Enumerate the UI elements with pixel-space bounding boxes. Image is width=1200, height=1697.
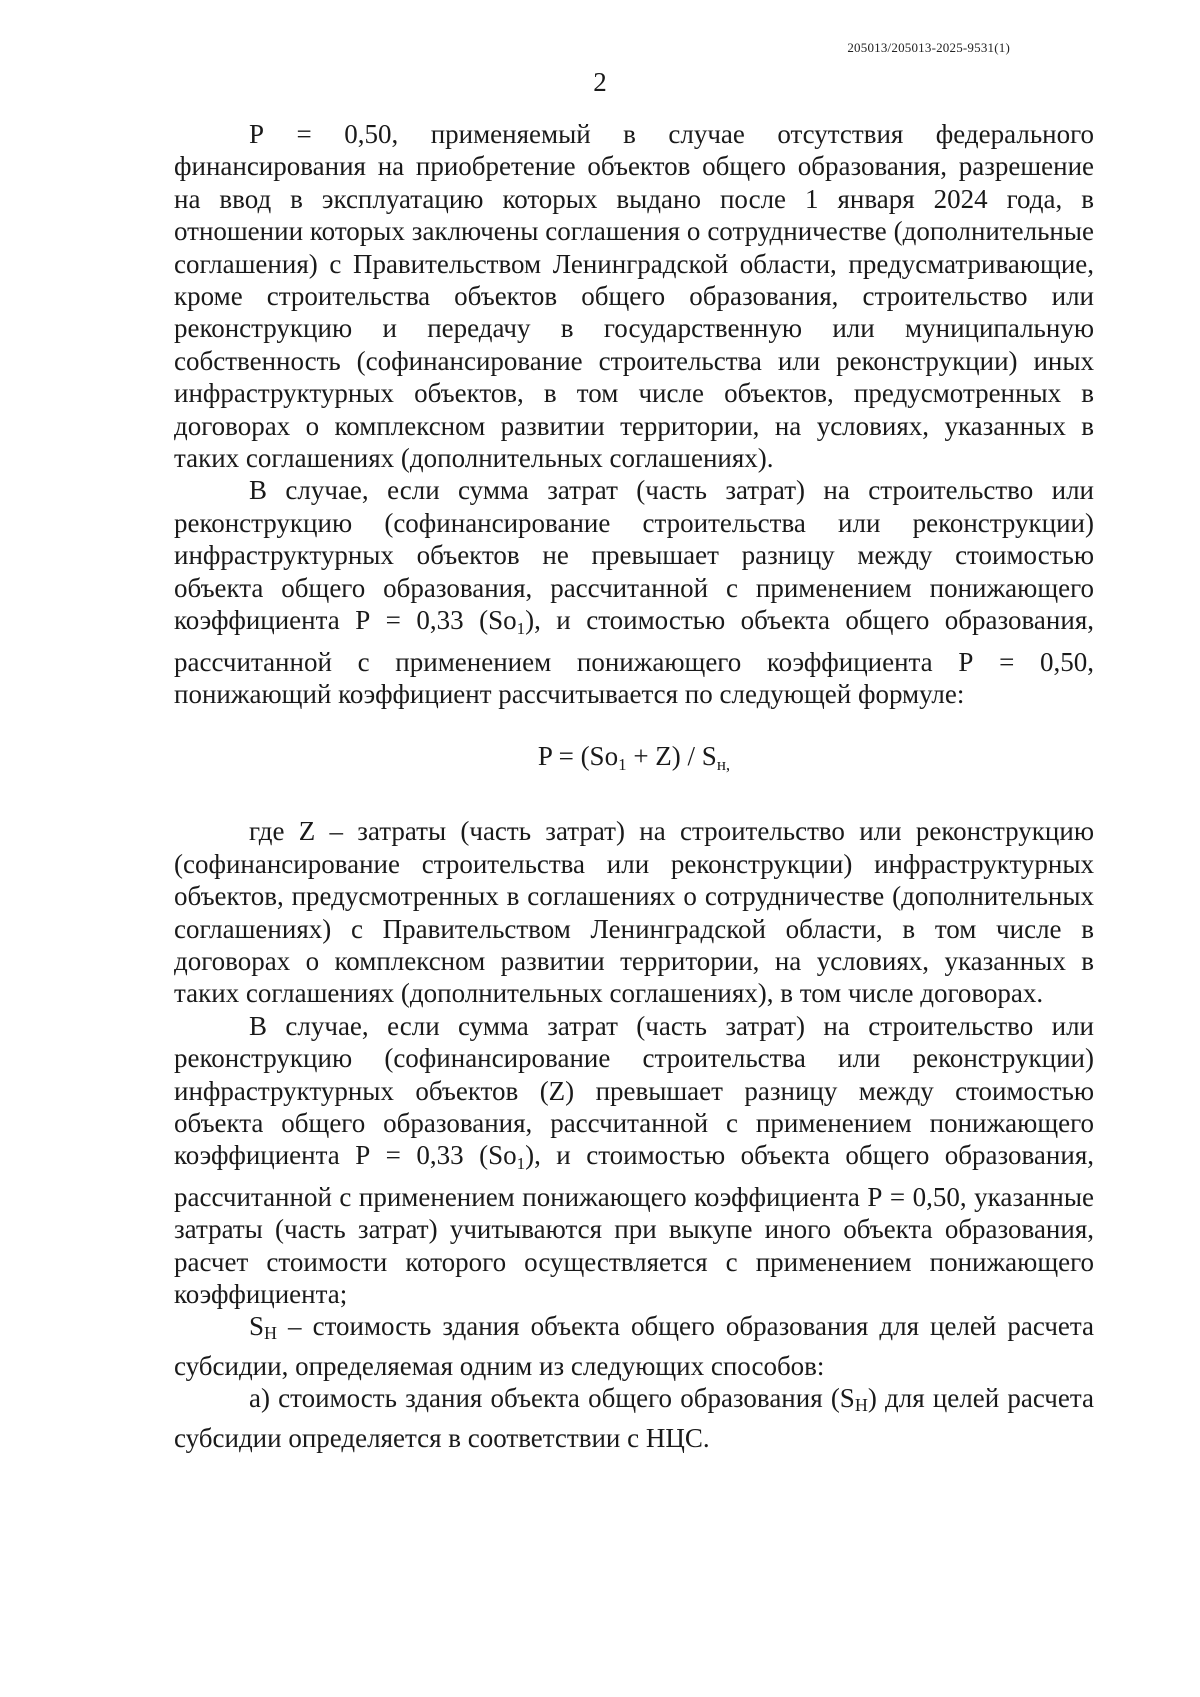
text-fragment: а) стоимость здания объекта общего образования (S bbox=[249, 1383, 855, 1414]
paragraph-costs-exceed bbox=[174, 1010, 1094, 1311]
text-fragment: ), и стоимостью объекта общего образования, рассчитанной с применением понижающего коэффициента Р = 0,50, указанные затраты (часть затрат) учитываются при выкупе иного объекта образования, расчет стоимости которого осуществляется с применением понижающего коэффициента; bbox=[174, 1140, 1094, 1309]
formula-subscript: 1 bbox=[618, 755, 627, 775]
paragraph-sh-definition bbox=[174, 1310, 1094, 1382]
subscript: 1 bbox=[516, 619, 526, 639]
formula-part: P = (So bbox=[537, 741, 619, 772]
subscript: Н bbox=[264, 1323, 278, 1344]
text-fragment: В случае, если сумма затрат (часть затрат) на строительство или реконструкцию (софинансирование строительства или реконструкции) инфраструктурных объектов (Z) превышает разницу между стоимостью объекта общего образования, рассчитанной с применением понижающего коэффициента Р = 0,33 (So bbox=[174, 1010, 1094, 1171]
text-fragment: В случае, если сумма затрат (часть затрат) на строительство или реконструкцию (софинансирование строительства или реконструкции) инфраструктурных объектов не превышает разницу между стоимостью объекта общего образования, рассчитанной с применением понижающего коэффициента Р = 0,33 (So bbox=[174, 475, 1094, 636]
subscript: 1 bbox=[516, 1154, 526, 1174]
document-id: 205013/205013-2025-9531(1) bbox=[847, 40, 1010, 55]
formula bbox=[174, 740, 1094, 781]
page-number: 2 bbox=[593, 67, 607, 97]
symbol: S bbox=[249, 1311, 265, 1342]
formula-part: + Z) / S bbox=[626, 741, 717, 772]
text-fragment: ), и стоимостью объекта общего образования, рассчитанной с применением понижающего коэффициента Р = 0,50, понижающий коэффициент рассчитывается по следующей формуле: bbox=[174, 605, 1094, 709]
formula-subscript: н, bbox=[716, 755, 731, 775]
paragraph-costs-not-exceed bbox=[174, 474, 1094, 710]
text-fragment: – стоимость здания объекта общего образования для целей расчета субсидии, определяемая одним из следующих способов: bbox=[174, 1311, 1094, 1381]
subscript: Н bbox=[854, 1395, 868, 1416]
document-body bbox=[174, 118, 1094, 1454]
paragraph-z-definition: где Z – затраты (часть затрат) на строительство или реконструкцию (софинансирование строительства или реконструкции) инфраструктурных объектов, предусмотренных в соглашениях о сотрудничестве (дополнительных соглашениях) с Правительством Ленинградской области, в том числе в договорах о комплексном развитии территории, на условиях, указанных в таких соглашениях (дополнительных соглашениях), в том числе договорах. bbox=[174, 816, 1094, 1009]
paragraph-item-a bbox=[174, 1382, 1094, 1454]
paragraph-coefficient-050: Р = 0,50, применяемый в случае отсутствия федерального финансирования на приобретение объектов общего образования, разрешение на ввод в эксплуатацию которых выдано после 1 января 2024 года, в отношении которых заключены соглашения о сотрудничестве (дополнительные соглашения) с Правительством Ленинградской области, предусматривающие, кроме строительства объектов общего образования, строительство или реконструкцию и передачу в государственную или муниципальную собственность (софинансирование строительства или реконструкции) иных инфраструктурных объектов, в том числе объектов, предусмотренных в договорах о комплексном развитии территории, на условиях, указанных в таких соглашениях (дополнительных соглашениях). bbox=[174, 119, 1094, 474]
text-fragment: ) для целей расчета субсидии определяется в соответствии с НЦС. bbox=[174, 1383, 1094, 1453]
